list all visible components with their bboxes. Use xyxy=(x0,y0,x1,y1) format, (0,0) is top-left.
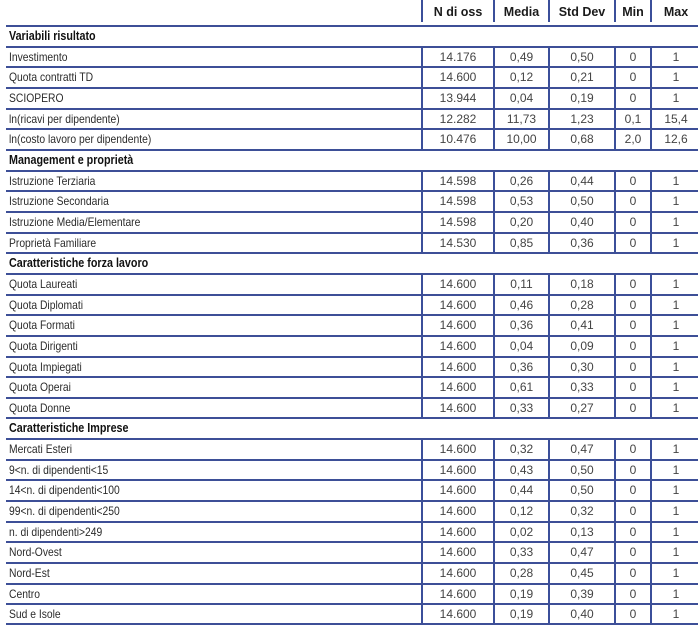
cell-min: 0 xyxy=(614,399,650,418)
cell-media: 0,85 xyxy=(493,234,548,253)
statistics-table xyxy=(6,0,698,624)
section-title: Caratteristiche forza lavoro xyxy=(9,256,149,271)
cell-max: 1 xyxy=(650,192,700,211)
cell-media: 0,20 xyxy=(493,213,548,232)
cell-max: 1 xyxy=(650,399,700,418)
section-title: Caratteristiche Imprese xyxy=(9,421,129,436)
cell-media: 0,04 xyxy=(493,89,548,108)
table-row xyxy=(6,211,698,232)
cell-n-oss: 14.600 xyxy=(421,605,493,624)
cell-max: 1 xyxy=(650,440,700,459)
cell-media: 0,19 xyxy=(493,585,548,604)
cell-std-dev: 0,50 xyxy=(548,48,614,67)
cell-n-oss: 14.600 xyxy=(421,440,493,459)
cell-n-oss: 14.598 xyxy=(421,213,493,232)
cell-n-oss: 10.476 xyxy=(421,130,493,149)
cell-max: 1 xyxy=(650,543,700,562)
table-row xyxy=(6,479,698,500)
cell-max: 1 xyxy=(650,605,700,624)
row-label: Quota contratti TD xyxy=(9,70,94,85)
cell-min: 0 xyxy=(614,502,650,521)
cell-max: 1 xyxy=(650,378,700,397)
cell-min: 0 xyxy=(614,440,650,459)
cell-n-oss: 14.600 xyxy=(421,564,493,583)
cell-min: 0 xyxy=(614,213,650,232)
cell-std-dev: 0,41 xyxy=(548,316,614,335)
row-label: Quota Formati xyxy=(9,318,75,333)
cell-n-oss: 14.600 xyxy=(421,275,493,294)
table-row xyxy=(6,583,698,604)
row-label: Istruzione Media/Elementare xyxy=(9,214,141,229)
section-header-row xyxy=(6,252,698,273)
cell-n-oss: 14.600 xyxy=(421,585,493,604)
table-row xyxy=(6,294,698,315)
cell-media: 0,44 xyxy=(493,481,548,500)
cell-media: 0,49 xyxy=(493,48,548,67)
section-title: Management e proprietà xyxy=(9,152,134,167)
cell-media: 0,36 xyxy=(493,358,548,377)
cell-min: 0 xyxy=(614,275,650,294)
cell-std-dev: 0,36 xyxy=(548,234,614,253)
cell-media: 0,36 xyxy=(493,316,548,335)
cell-max: 1 xyxy=(650,461,700,480)
cell-media: 0,19 xyxy=(493,605,548,624)
section-title: Variabili risultato xyxy=(9,29,96,43)
cell-min: 0 xyxy=(614,296,650,315)
table-row xyxy=(6,66,698,87)
cell-max: 12,6 xyxy=(650,130,700,149)
cell-std-dev: 0,47 xyxy=(548,440,614,459)
section-header-row xyxy=(6,417,698,438)
cell-std-dev: 0,40 xyxy=(548,605,614,624)
cell-media: 0,28 xyxy=(493,564,548,583)
row-label: ln(costo lavoro per dipendente) xyxy=(9,132,152,147)
cell-media: 0,43 xyxy=(493,461,548,480)
table-row xyxy=(6,541,698,562)
cell-min: 0 xyxy=(614,358,650,377)
cell-min: 0 xyxy=(614,48,650,67)
cell-max: 1 xyxy=(650,48,700,67)
cell-std-dev: 0,13 xyxy=(548,523,614,542)
cell-media: 11,73 xyxy=(493,110,548,129)
cell-min: 0 xyxy=(614,337,650,356)
cell-media: 0,32 xyxy=(493,440,548,459)
table-row xyxy=(6,356,698,377)
cell-std-dev: 0,19 xyxy=(548,89,614,108)
row-label: Proprietà Familiare xyxy=(9,235,97,250)
cell-min: 0 xyxy=(614,461,650,480)
row-label: Quota Donne xyxy=(9,400,71,415)
table-row xyxy=(6,335,698,356)
cell-std-dev: 0,39 xyxy=(548,585,614,604)
table-row xyxy=(6,603,698,624)
cell-max: 1 xyxy=(650,358,700,377)
cell-max: 1 xyxy=(650,585,700,604)
row-label: Istruzione Secondaria xyxy=(9,194,109,209)
cell-std-dev: 0,50 xyxy=(548,461,614,480)
cell-max: 1 xyxy=(650,89,700,108)
table-row xyxy=(6,170,698,191)
row-label: ln(ricavi per dipendente) xyxy=(9,111,120,126)
row-label: 9<n. di dipendenti<15 xyxy=(9,462,109,477)
cell-n-oss: 14.600 xyxy=(421,68,493,87)
table-row xyxy=(6,376,698,397)
cell-media: 10,00 xyxy=(493,130,548,149)
cell-min: 2,0 xyxy=(614,130,650,149)
cell-min: 0 xyxy=(614,605,650,624)
cell-min: 0 xyxy=(614,585,650,604)
cell-media: 0,04 xyxy=(493,337,548,356)
row-label: Quota Dirigenti xyxy=(9,338,78,353)
row-label: Quota Diplomati xyxy=(9,297,84,312)
cell-min: 0 xyxy=(614,192,650,211)
cell-std-dev: 0,50 xyxy=(548,481,614,500)
cell-std-dev: 0,27 xyxy=(548,399,614,418)
cell-min: 0 xyxy=(614,564,650,583)
table-row xyxy=(6,459,698,480)
cell-n-oss: 14.600 xyxy=(421,337,493,356)
cell-media: 0,02 xyxy=(493,523,548,542)
cell-std-dev: 0,47 xyxy=(548,543,614,562)
column-header-std-dev: Std Dev xyxy=(548,0,614,22)
section-header-row xyxy=(6,25,698,46)
table-row xyxy=(6,46,698,67)
cell-n-oss: 14.600 xyxy=(421,316,493,335)
cell-n-oss: 14.598 xyxy=(421,192,493,211)
cell-std-dev: 0,30 xyxy=(548,358,614,377)
cell-media: 0,12 xyxy=(493,502,548,521)
cell-n-oss: 14.600 xyxy=(421,378,493,397)
row-label: Quota Operai xyxy=(9,380,71,395)
cell-media: 0,33 xyxy=(493,399,548,418)
cell-n-oss: 14.600 xyxy=(421,461,493,480)
cell-std-dev: 0,33 xyxy=(548,378,614,397)
cell-max: 15,4 xyxy=(650,110,700,129)
cell-max: 1 xyxy=(650,68,700,87)
cell-max: 1 xyxy=(650,296,700,315)
table-row xyxy=(6,108,698,129)
table-row xyxy=(6,87,698,108)
cell-std-dev: 0,45 xyxy=(548,564,614,583)
table-row xyxy=(6,397,698,418)
row-label: n. di dipendenti>249 xyxy=(9,524,103,539)
row-label: 14<n. di dipendenti<100 xyxy=(9,483,120,498)
cell-n-oss: 13.944 xyxy=(421,89,493,108)
table-row xyxy=(6,128,698,149)
cell-n-oss: 14.600 xyxy=(421,358,493,377)
table-row xyxy=(6,438,698,459)
row-label: Mercati Esteri xyxy=(9,442,73,457)
cell-n-oss: 14.530 xyxy=(421,234,493,253)
table-row xyxy=(6,500,698,521)
row-label: Nord-Ovest xyxy=(9,545,62,560)
cell-n-oss: 14.600 xyxy=(421,523,493,542)
cell-std-dev: 1,23 xyxy=(548,110,614,129)
cell-n-oss: 14.600 xyxy=(421,399,493,418)
row-label: Sud e Isole xyxy=(9,607,61,622)
table-row xyxy=(6,273,698,294)
cell-std-dev: 0,28 xyxy=(548,296,614,315)
cell-media: 0,53 xyxy=(493,192,548,211)
cell-media: 0,46 xyxy=(493,296,548,315)
cell-n-oss: 12.282 xyxy=(421,110,493,129)
table-body xyxy=(6,25,698,624)
table-bottom-rule xyxy=(6,623,698,625)
row-label: Centro xyxy=(9,586,40,601)
cell-std-dev: 0,50 xyxy=(548,192,614,211)
cell-max: 1 xyxy=(650,316,700,335)
cell-min: 0 xyxy=(614,316,650,335)
cell-std-dev: 0,40 xyxy=(548,213,614,232)
table-header xyxy=(6,0,698,25)
cell-min: 0 xyxy=(614,89,650,108)
cell-n-oss: 14.600 xyxy=(421,543,493,562)
table-row xyxy=(6,521,698,542)
table-row xyxy=(6,562,698,583)
column-header-media: Media xyxy=(493,0,548,22)
cell-n-oss: 14.600 xyxy=(421,296,493,315)
cell-std-dev: 0,09 xyxy=(548,337,614,356)
cell-max: 1 xyxy=(650,564,700,583)
table-row xyxy=(6,232,698,253)
cell-n-oss: 14.176 xyxy=(421,48,493,67)
cell-std-dev: 0,18 xyxy=(548,275,614,294)
cell-max: 1 xyxy=(650,275,700,294)
cell-min: 0 xyxy=(614,378,650,397)
row-label: Quota Laureati xyxy=(9,276,78,291)
table-row xyxy=(6,314,698,335)
cell-media: 0,12 xyxy=(493,68,548,87)
cell-media: 0,11 xyxy=(493,275,548,294)
cell-min: 0,1 xyxy=(614,110,650,129)
cell-max: 1 xyxy=(650,172,700,191)
cell-min: 0 xyxy=(614,234,650,253)
column-header-n-oss: N di oss xyxy=(421,0,493,22)
cell-min: 0 xyxy=(614,68,650,87)
cell-media: 0,26 xyxy=(493,172,548,191)
cell-max: 1 xyxy=(650,502,700,521)
row-label: SCIOPERO xyxy=(9,90,64,105)
cell-min: 0 xyxy=(614,543,650,562)
cell-n-oss: 14.600 xyxy=(421,481,493,500)
cell-std-dev: 0,21 xyxy=(548,68,614,87)
cell-std-dev: 0,44 xyxy=(548,172,614,191)
cell-std-dev: 0,32 xyxy=(548,502,614,521)
cell-max: 1 xyxy=(650,523,700,542)
cell-media: 0,33 xyxy=(493,543,548,562)
column-header-min: Min xyxy=(614,0,650,22)
row-label: Istruzione Terziaria xyxy=(9,173,96,188)
column-header-max: Max xyxy=(650,0,700,22)
row-label: 99<n. di dipendenti<250 xyxy=(9,504,120,519)
cell-min: 0 xyxy=(614,523,650,542)
table-row xyxy=(6,190,698,211)
cell-n-oss: 14.598 xyxy=(421,172,493,191)
row-label: Investimento xyxy=(9,49,68,64)
section-header-row xyxy=(6,149,698,170)
cell-n-oss: 14.600 xyxy=(421,502,493,521)
cell-std-dev: 0,68 xyxy=(548,130,614,149)
row-label: Nord-Est xyxy=(9,566,50,581)
cell-min: 0 xyxy=(614,172,650,191)
cell-min: 0 xyxy=(614,481,650,500)
row-label: Quota Impiegati xyxy=(9,359,82,374)
cell-media: 0,61 xyxy=(493,378,548,397)
cell-max: 1 xyxy=(650,481,700,500)
cell-max: 1 xyxy=(650,337,700,356)
cell-max: 1 xyxy=(650,213,700,232)
cell-max: 1 xyxy=(650,234,700,253)
